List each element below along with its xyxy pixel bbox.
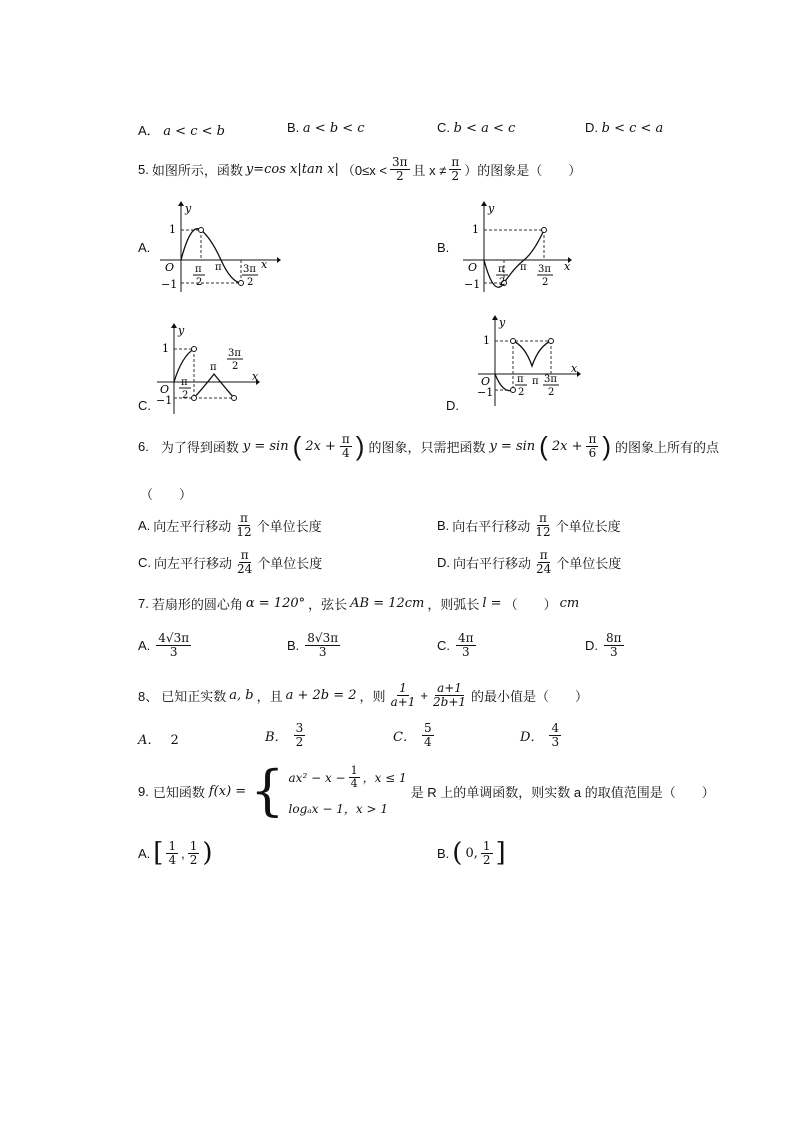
origin: O [160, 383, 170, 396]
numerator: 1 [189, 839, 198, 853]
fraction [389, 682, 418, 708]
pi-label: π [215, 262, 222, 273]
tick-one: 1 [169, 223, 176, 236]
option-label: B. [437, 845, 450, 861]
open-point [549, 339, 554, 344]
fraction [166, 840, 178, 866]
condition-expr: a + 2b = 2 [285, 687, 357, 703]
denominator: 2 [295, 734, 304, 749]
stem-text: ，则弧长 [427, 597, 480, 612]
pi-half-num: π [517, 374, 524, 385]
origin: O [481, 375, 491, 388]
numerator: 8π [606, 631, 622, 645]
pi-label: π [520, 262, 527, 273]
denominator: 3 [461, 644, 470, 659]
denominator: 4 [350, 777, 358, 790]
denominator: 4 [423, 734, 432, 749]
option-post: 个单位长度 [256, 518, 322, 534]
numerator: 4√3π [158, 631, 190, 645]
pi-label: π [532, 376, 539, 387]
fraction [549, 722, 561, 748]
stem-text: ，且 [256, 688, 283, 704]
fraction [390, 156, 410, 182]
numerator: 1 [482, 839, 491, 853]
q5-option-b-label: B. [437, 240, 450, 255]
x-label: x [564, 260, 571, 273]
open-point [511, 339, 516, 344]
three-pi-num: 3π [538, 264, 551, 275]
fraction [431, 682, 468, 708]
numerator: π [588, 432, 597, 446]
q8-option-c [393, 722, 434, 748]
numerator: 3π [392, 155, 408, 169]
fraction [156, 632, 191, 658]
option-pre: 向左平行移动 [154, 555, 233, 571]
option-pre: 向左平行移动 [153, 518, 232, 534]
chord-expr: AB = 12cm [350, 596, 425, 611]
paren-close: ) [355, 431, 365, 462]
curve [484, 230, 544, 287]
option-text: a < c < b [163, 124, 225, 139]
pi-half-den: 2 [182, 390, 189, 401]
denominator: 2 [451, 168, 460, 183]
option-text: b < c < a [601, 121, 664, 136]
numerator: 5 [423, 721, 432, 735]
q5-option-a-label: A. [138, 240, 151, 255]
q6-blank: （ ） [140, 487, 193, 502]
pi-half-den: 2 [196, 277, 203, 288]
y-label: y [185, 202, 192, 215]
origin: O [468, 261, 478, 274]
fraction [533, 512, 552, 538]
three-pi-den: 2 [232, 361, 239, 372]
q6-stem [138, 431, 720, 462]
option-label: D. [585, 120, 598, 135]
unit: cm [559, 596, 580, 611]
q6-option-b [437, 512, 621, 538]
case-1 [289, 765, 407, 789]
fraction [422, 722, 434, 748]
q6-option-d [437, 549, 621, 575]
curve [513, 341, 551, 366]
stem-text: 的图象，只需把函数 [368, 439, 486, 455]
denominator: 4 [168, 852, 177, 867]
option-label: B. [287, 120, 300, 135]
fraction [604, 632, 624, 658]
tick-neg-one: −1 [464, 278, 481, 291]
bracket-close: ] [495, 838, 506, 869]
q5-option-d-label: D. [446, 398, 459, 413]
option-pre: 向右平行移动 [453, 555, 532, 571]
numerator: π [539, 511, 547, 525]
question-number: 7. [138, 596, 149, 611]
origin: O [165, 261, 175, 274]
fraction [294, 722, 306, 748]
x-arrow [577, 371, 581, 377]
question-number: 9. [138, 783, 149, 799]
denominator: 3 [551, 734, 560, 749]
open-point [239, 281, 244, 286]
paren-close: ) [602, 431, 612, 462]
denominator: 6 [588, 445, 597, 460]
case-cond: ，x ≤ 1 [362, 771, 407, 785]
fraction [305, 632, 340, 658]
zero: 0, [465, 845, 478, 861]
q4-option-c [437, 120, 515, 136]
stem-text: ，弦长 [308, 597, 348, 612]
stem-text: ，则 [359, 688, 386, 704]
y-arrow [481, 201, 487, 206]
paren-open: ( [292, 431, 302, 462]
option-label: A． [138, 733, 161, 748]
q7-option-d [585, 632, 624, 658]
denominator: 12 [236, 524, 252, 539]
denominator: 3 [169, 644, 178, 659]
q8-stem [138, 682, 588, 708]
option-label: A. [138, 845, 151, 861]
q6-option-c [138, 549, 322, 575]
y-arrow [492, 315, 498, 320]
denominator: 2 [189, 852, 198, 867]
denominator: 24 [536, 561, 552, 576]
numerator: 8√3π [307, 631, 339, 645]
stem-text: （ ） [504, 597, 557, 612]
open-point [199, 228, 204, 233]
question-number: 6. [138, 438, 149, 454]
angle-expr: α = 120° [245, 596, 306, 611]
option-post: 个单位长度 [257, 555, 323, 571]
option-pre: 向右平行移动 [452, 518, 531, 534]
option-label: A． [138, 123, 160, 138]
three-pi-num: 3π [228, 348, 241, 359]
question-number: 5. [138, 161, 149, 177]
stem-text: 如图所示，函数 [151, 162, 243, 178]
q8-option-a [138, 729, 179, 748]
option-label: C． [393, 729, 416, 745]
three-pi-num: 3π [243, 264, 256, 275]
option-label: B. [287, 637, 300, 653]
numerator: 3 [295, 721, 304, 735]
stem-end: ）的图象是（ ） [464, 162, 582, 178]
numerator: 1 [350, 764, 358, 778]
fraction [456, 632, 476, 658]
fraction [235, 549, 254, 575]
option-label: D． [520, 729, 544, 745]
stem-text: 已知正实数 [161, 688, 227, 704]
option-post: 个单位长度 [556, 555, 622, 571]
brace: { [250, 759, 285, 822]
function-name: f(x) = [208, 783, 247, 799]
q8-option-b [265, 722, 305, 748]
q9-option-a [138, 838, 213, 869]
pi-half-den: 2 [518, 387, 525, 398]
curve [181, 229, 241, 283]
pi-half-num: π [195, 264, 202, 275]
option-text: a < b < c [302, 121, 365, 136]
open-point [542, 228, 547, 233]
denominator: 2b+1 [433, 694, 467, 709]
function-expr: y = sin [489, 438, 536, 454]
fraction [481, 840, 493, 866]
pi-half-num: π [498, 264, 505, 275]
tick-neg-one: −1 [156, 394, 173, 407]
numerator: 4 [551, 721, 560, 735]
open-point [511, 388, 516, 393]
x-label: x [252, 370, 259, 383]
denominator: a+1 [390, 694, 416, 709]
function-expr: y=cos x|tan x| [245, 161, 339, 177]
fraction [234, 512, 253, 538]
bracket-open: [ [153, 838, 164, 869]
denominator: 3 [609, 644, 618, 659]
q7-option-c [437, 632, 476, 658]
q5-option-c-label: C. [138, 398, 151, 413]
denominator: 3 [318, 644, 327, 659]
tick-neg-one: −1 [161, 278, 178, 291]
numerator: π [240, 511, 248, 525]
pi-label: π [210, 362, 217, 373]
y-arrow [171, 323, 177, 328]
y-label: y [178, 324, 185, 337]
graph-b [458, 200, 588, 295]
paren-open: ( [539, 431, 548, 462]
numerator: 4π [458, 631, 474, 645]
tick-one: 1 [472, 223, 479, 236]
fraction [188, 840, 200, 866]
option-label: C. [437, 637, 450, 653]
q5-stem [138, 156, 581, 182]
x-arrow [277, 257, 281, 263]
open-point [232, 396, 237, 401]
y-label: y [488, 202, 495, 215]
y-label: y [499, 316, 506, 329]
option-label: C. [437, 120, 450, 135]
fraction [586, 433, 598, 459]
denominator: 2 [395, 168, 404, 183]
three-pi-den: 2 [247, 277, 254, 288]
graph-c [152, 322, 282, 417]
option-label: B． [265, 729, 288, 745]
fraction [340, 433, 352, 459]
pi-half-num: π [181, 377, 188, 388]
q4-option-d [585, 120, 663, 136]
plus-sign: + [420, 687, 428, 703]
option-label: C. [138, 554, 151, 570]
stem-text: 若扇形的圆心角 [151, 597, 243, 612]
y-arrow [178, 201, 184, 206]
tick-one: 1 [483, 334, 490, 347]
stem-text: 为了得到函数 [160, 439, 239, 455]
three-pi-den: 2 [542, 277, 549, 288]
option-label: D. [585, 637, 598, 653]
open-point [192, 347, 197, 352]
numerator: π [539, 548, 548, 562]
arc-expr: l = [482, 596, 502, 611]
fraction [449, 156, 461, 182]
q4-option-b [287, 120, 365, 136]
three-pi-num: 3π [544, 374, 557, 385]
curve [194, 374, 234, 398]
fraction [534, 549, 553, 575]
inner-expr: 2x + [305, 438, 336, 454]
q7-stem [138, 594, 579, 613]
numerator: π [240, 548, 249, 562]
q4-option-a [138, 120, 225, 139]
option-label: A. [138, 637, 151, 653]
x-label: x [261, 258, 268, 271]
numerator: 1 [168, 839, 177, 853]
option-label: B. [437, 517, 450, 533]
curve [495, 374, 513, 391]
q7-option-a [138, 632, 191, 658]
pi-half-den: 2 [499, 277, 506, 288]
numerator: 1 [399, 681, 407, 695]
question-number: 8、 [138, 688, 159, 704]
fraction [349, 765, 360, 789]
bracket-close: ) [202, 838, 213, 869]
tick-neg-one: −1 [477, 386, 494, 399]
denominator: 12 [535, 524, 551, 539]
open-point [192, 396, 197, 401]
option-value: 2 [170, 733, 179, 748]
numerator: π [341, 432, 350, 446]
denominator: 24 [237, 561, 253, 576]
stem-text: 是 R 上的单调函数，则实数 a 的取值范围是（ ） [410, 784, 715, 800]
vars-expr: a, b [229, 687, 254, 703]
case-expr: ax² − x − [288, 770, 346, 785]
q6-option-a [138, 512, 322, 538]
bracket-open: ( [452, 838, 463, 869]
separator: , [181, 845, 185, 861]
numerator: π [451, 155, 460, 169]
inner-expr: 2x + [551, 438, 583, 454]
denominator: 4 [342, 445, 350, 460]
x-label: x [571, 362, 578, 375]
option-post: 个单位长度 [555, 518, 621, 534]
case-2: logₐx − 1，x > 1 [288, 801, 388, 816]
graph-d [475, 314, 590, 409]
domain-open: （0≤x < [341, 162, 387, 178]
q8-option-d [520, 722, 561, 748]
q9-stem [138, 759, 715, 822]
denominator: 2 [482, 852, 491, 867]
option-text: b < a < c [453, 121, 516, 136]
q9-option-b [437, 838, 506, 869]
option-label: D. [437, 554, 450, 570]
three-pi-den: 2 [548, 387, 555, 398]
and-text: 且 x ≠ [412, 162, 447, 178]
piecewise-cases [289, 765, 407, 816]
function-expr: y = sin [242, 438, 289, 454]
stem-text: 的图象上所有的点 [615, 439, 720, 455]
stem-text: 已知函数 [152, 784, 205, 800]
tick-one: 1 [162, 342, 169, 355]
q7-option-b [287, 632, 340, 658]
stem-text: 的最小值是（ ） [471, 688, 589, 704]
graph-a [155, 200, 285, 295]
numerator: a+1 [437, 681, 462, 695]
option-label: A. [138, 517, 151, 533]
